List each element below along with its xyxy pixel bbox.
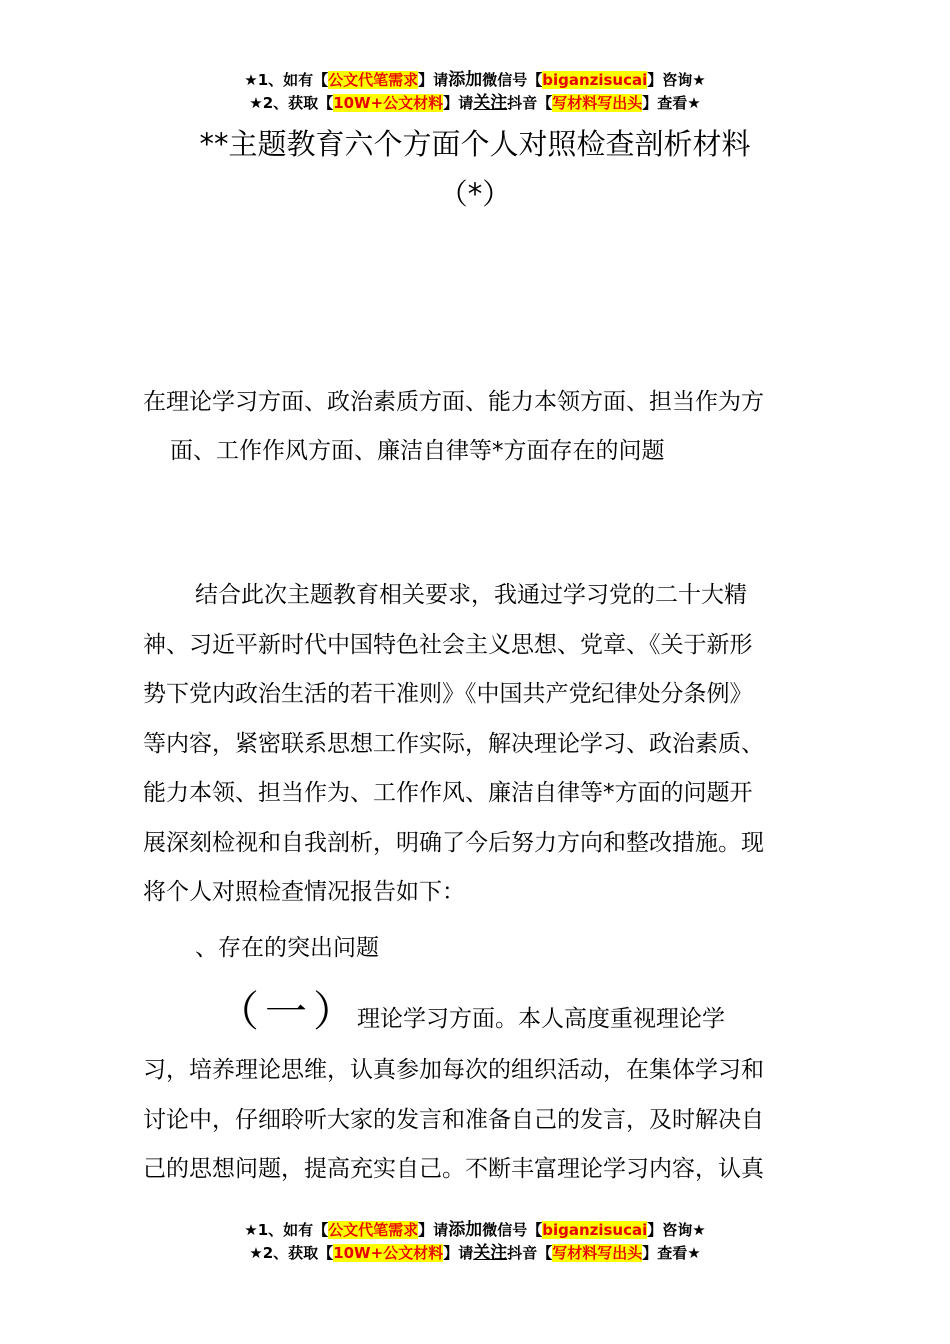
- notice-text: ★2、获取【: [249, 1244, 334, 1262]
- wechat-id-highlight: biganzisucai: [542, 71, 648, 89]
- notice-text: 微信号【: [482, 71, 543, 89]
- point-one-heading: 、存在的突出问题: [195, 935, 379, 961]
- notice-text: 】请: [443, 1244, 474, 1262]
- douyin-account-highlight: 写材料写出头: [552, 94, 643, 112]
- wechat-id-highlight: biganzisucai: [542, 1221, 648, 1239]
- notice-text: 】查看★: [642, 94, 701, 112]
- paragraph-line: 势下党内政治生活的若干准则》《中国共产党纪律处分条例》: [143, 681, 753, 707]
- paragraph-line: 神、习近平新时代中国特色社会主义思想、党章、《关于新形: [143, 631, 753, 658]
- notice-highlight: 10W+公文材料: [333, 1244, 444, 1262]
- footer-notice: [0, 1219, 950, 1265]
- header-notice: [0, 69, 950, 115]
- notice-text: 】请: [418, 71, 449, 89]
- notice-text: 】请: [418, 1221, 449, 1239]
- paragraph-line: 结合此次主题教育相关要求，我通过学习党的二十大精: [195, 582, 747, 608]
- item-one-first-line: [217, 984, 725, 1047]
- notice-line-1: [0, 1219, 950, 1242]
- section-heading: [143, 378, 803, 476]
- intro-paragraph: [143, 571, 803, 918]
- paragraph-line: 己的思想问题，提高充实自己。不断丰富理论学习内容，认真: [143, 1156, 764, 1182]
- notice-emphasis: 关注: [473, 1243, 508, 1263]
- notice-highlight: 公文代笔需求: [328, 71, 419, 89]
- section-heading-line: 面、工作作风方面、廉洁自律等*方面存在的问题: [170, 438, 665, 464]
- notice-text: ★2、获取【: [249, 94, 334, 112]
- notice-line-2: [0, 92, 950, 115]
- notice-text: 】咨询★: [647, 71, 706, 89]
- notice-text: 微信号【: [482, 1221, 543, 1239]
- notice-text: ★1、如有【: [244, 1221, 329, 1239]
- notice-text: 】咨询★: [647, 1221, 706, 1239]
- notice-text: 抖音【: [507, 94, 553, 112]
- notice-text: 】查看★: [642, 1244, 701, 1262]
- notice-text: 】请: [443, 94, 474, 112]
- paragraph-line: 展深刻检视和自我剖析，明确了今后努力方向和整改措施。现: [143, 829, 764, 856]
- notice-emphasis: 添加: [448, 70, 483, 90]
- paragraph-line: 习，培养理论思维，认真参加每次的组织活动，在集体学习和: [143, 1057, 764, 1083]
- item-number: （一）: [217, 987, 362, 1036]
- notice-text: ★1、如有【: [244, 71, 329, 89]
- section-heading-line: 在理论学习方面、政治素质方面、能力本领方面、担当作为方: [143, 389, 764, 415]
- document-title: **主题教育六个方面个人对照检查剖析材料: [199, 127, 751, 161]
- item-one-lead: 理论学习方面。本人高度重视理论学: [357, 1006, 725, 1032]
- paragraph-line: 能力本领、担当作为、工作作风、廉洁自律等*方面的问题开: [143, 780, 753, 806]
- notice-line-2: [0, 1242, 950, 1265]
- notice-text: 抖音【: [507, 1244, 553, 1262]
- douyin-account-highlight: 写材料写出头: [552, 1244, 643, 1262]
- notice-emphasis: 关注: [473, 93, 508, 113]
- notice-highlight: 公文代笔需求: [328, 1221, 419, 1239]
- document-subtitle: （*）: [438, 177, 512, 211]
- paragraph-line: 等内容，紧密联系思想工作实际，解决理论学习、政治素质、: [143, 730, 764, 757]
- item-one-paragraph: [143, 1046, 803, 1195]
- paragraph-line: 将个人对照检查情况报告如下：: [143, 879, 465, 905]
- notice-emphasis: 添加: [448, 1220, 483, 1240]
- notice-highlight: 10W+公文材料: [333, 94, 444, 112]
- notice-line-1: [0, 69, 950, 92]
- paragraph-line: 讨论中，仔细聆听大家的发言和准备自己的发言，及时解决自: [143, 1106, 764, 1133]
